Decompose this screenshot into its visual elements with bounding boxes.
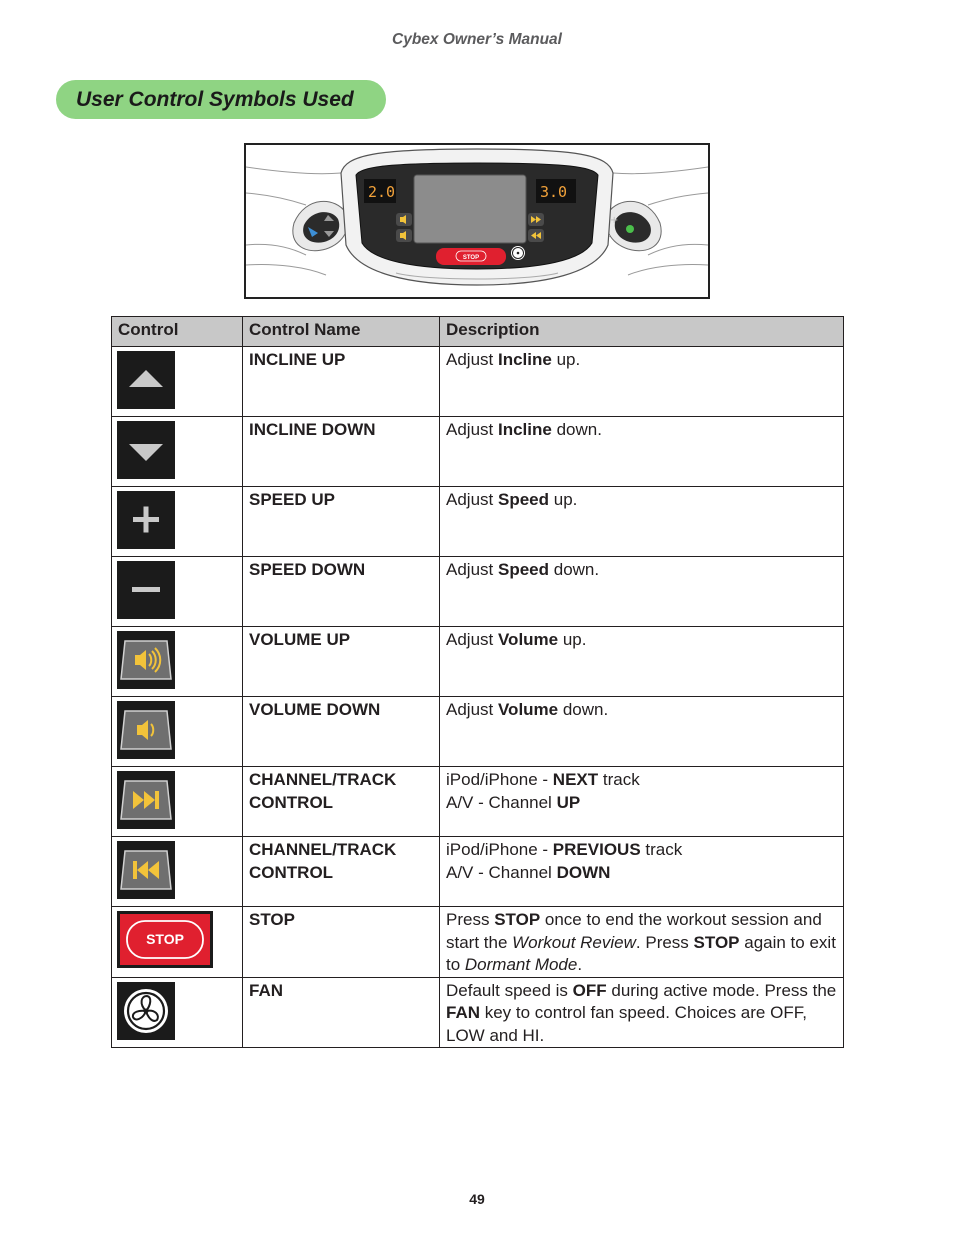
control-description xyxy=(440,977,844,1048)
description-run: Workout Review xyxy=(512,932,636,952)
description-run: A/V - Channel xyxy=(446,792,557,812)
description-run: FAN xyxy=(446,1003,480,1022)
incline-down-icon xyxy=(117,421,175,479)
previous-track-icon xyxy=(117,841,175,899)
description-run: STOP xyxy=(494,910,541,929)
control-description xyxy=(440,907,844,978)
description-run: Adjust xyxy=(446,560,498,579)
control-description xyxy=(440,627,844,697)
table-header-row xyxy=(112,317,844,347)
description-run: Press xyxy=(446,910,495,929)
description-run: Incline xyxy=(497,350,552,369)
table-row xyxy=(112,487,844,557)
description-run: track xyxy=(598,770,640,789)
section-title: User Control Symbols Used xyxy=(56,80,386,119)
description-run: iPod/iPhone - xyxy=(446,840,553,859)
description-run: NEXT xyxy=(552,770,599,789)
description-run: OFF xyxy=(572,980,607,1000)
svg-text:+: + xyxy=(610,215,619,226)
incline-up-icon xyxy=(117,351,175,409)
table-row xyxy=(112,697,844,767)
control-name: INCLINE DOWN xyxy=(243,417,440,487)
stop-icon-label: STOP xyxy=(146,931,184,947)
control-description xyxy=(440,487,844,557)
speed-up-icon xyxy=(117,491,175,549)
description-run: Dormant Mode xyxy=(464,955,578,974)
page-number: 49 xyxy=(469,1191,485,1207)
description-run: DOWN xyxy=(556,862,611,882)
description-run: once to end the workout session and start the xyxy=(446,910,822,952)
control-name: SPEED DOWN xyxy=(243,557,440,627)
control-name: CHANNEL/TRACK CONTROL xyxy=(243,767,440,837)
description-run: Adjust xyxy=(446,420,498,439)
description-run: track xyxy=(640,840,683,859)
description-run: up. xyxy=(551,350,581,369)
column-header-control: Control xyxy=(112,317,243,347)
description-run: . xyxy=(577,955,583,974)
speed-down-icon xyxy=(117,561,175,619)
column-header-control-name: Control Name xyxy=(243,317,440,347)
console-illustration xyxy=(246,145,708,297)
control-name: VOLUME UP xyxy=(243,627,440,697)
description-run: up. xyxy=(549,490,578,509)
control-description xyxy=(440,347,844,417)
table-row xyxy=(112,767,844,837)
control-description xyxy=(440,557,844,627)
console-diagram xyxy=(244,143,710,299)
column-header-description: Description xyxy=(440,317,844,347)
page-header: Cybex Owner’s Manual xyxy=(392,31,562,48)
description-run: iPod/iPhone - xyxy=(446,770,553,789)
fan-icon xyxy=(117,982,175,1040)
description-run: down. xyxy=(549,560,600,579)
control-description xyxy=(440,837,844,907)
control-name: CHANNEL/TRACK CONTROL xyxy=(243,837,440,907)
description-run: down. xyxy=(558,700,609,719)
description-run: Default speed is xyxy=(446,980,573,1000)
control-name: STOP xyxy=(243,907,440,978)
table-row xyxy=(112,627,844,697)
description-run: . Press xyxy=(635,932,694,952)
volume-down-icon xyxy=(117,701,175,759)
description-run: key to control fan speed. Choices are OFF, LOW and HI. xyxy=(446,1003,807,1045)
table-row xyxy=(112,417,844,487)
volume-up-icon xyxy=(117,631,175,689)
description-run: Speed xyxy=(497,490,550,509)
stop-icon xyxy=(117,911,213,968)
description-run: PREVIOUS xyxy=(552,840,641,859)
description-run: down. xyxy=(551,420,602,439)
controls-table xyxy=(111,316,844,1048)
table-row xyxy=(112,907,844,978)
table-row xyxy=(112,557,844,627)
control-name: VOLUME DOWN xyxy=(243,697,440,767)
description-run: Speed xyxy=(497,560,550,579)
left-display-readout: 2.0 xyxy=(368,183,396,201)
control-description xyxy=(440,697,844,767)
description-run: UP xyxy=(556,792,581,812)
description-run: Incline xyxy=(497,420,552,439)
description-run: STOP xyxy=(693,932,740,952)
table-row xyxy=(112,837,844,907)
control-description xyxy=(440,767,844,837)
description-run: Volume xyxy=(497,630,559,649)
description-run: Volume xyxy=(497,700,559,719)
right-display-readout: 3.0 xyxy=(540,183,568,201)
console-stop-label: STOP xyxy=(462,255,480,261)
next-track-icon xyxy=(117,771,175,829)
table-row xyxy=(112,977,844,1048)
description-run: during active mode. Press the xyxy=(606,980,837,1000)
description-run: again to exit to xyxy=(446,932,836,974)
description-run: A/V - Channel xyxy=(446,862,557,882)
description-run: up. xyxy=(558,630,587,649)
control-description xyxy=(440,417,844,487)
description-run: Adjust xyxy=(446,350,498,369)
control-name: FAN xyxy=(243,977,440,1048)
control-name: INCLINE UP xyxy=(243,347,440,417)
description-run: Adjust xyxy=(446,630,498,649)
table-row xyxy=(112,347,844,417)
description-run: Adjust xyxy=(446,700,498,719)
description-run: Adjust xyxy=(446,490,498,509)
control-name: SPEED UP xyxy=(243,487,440,557)
